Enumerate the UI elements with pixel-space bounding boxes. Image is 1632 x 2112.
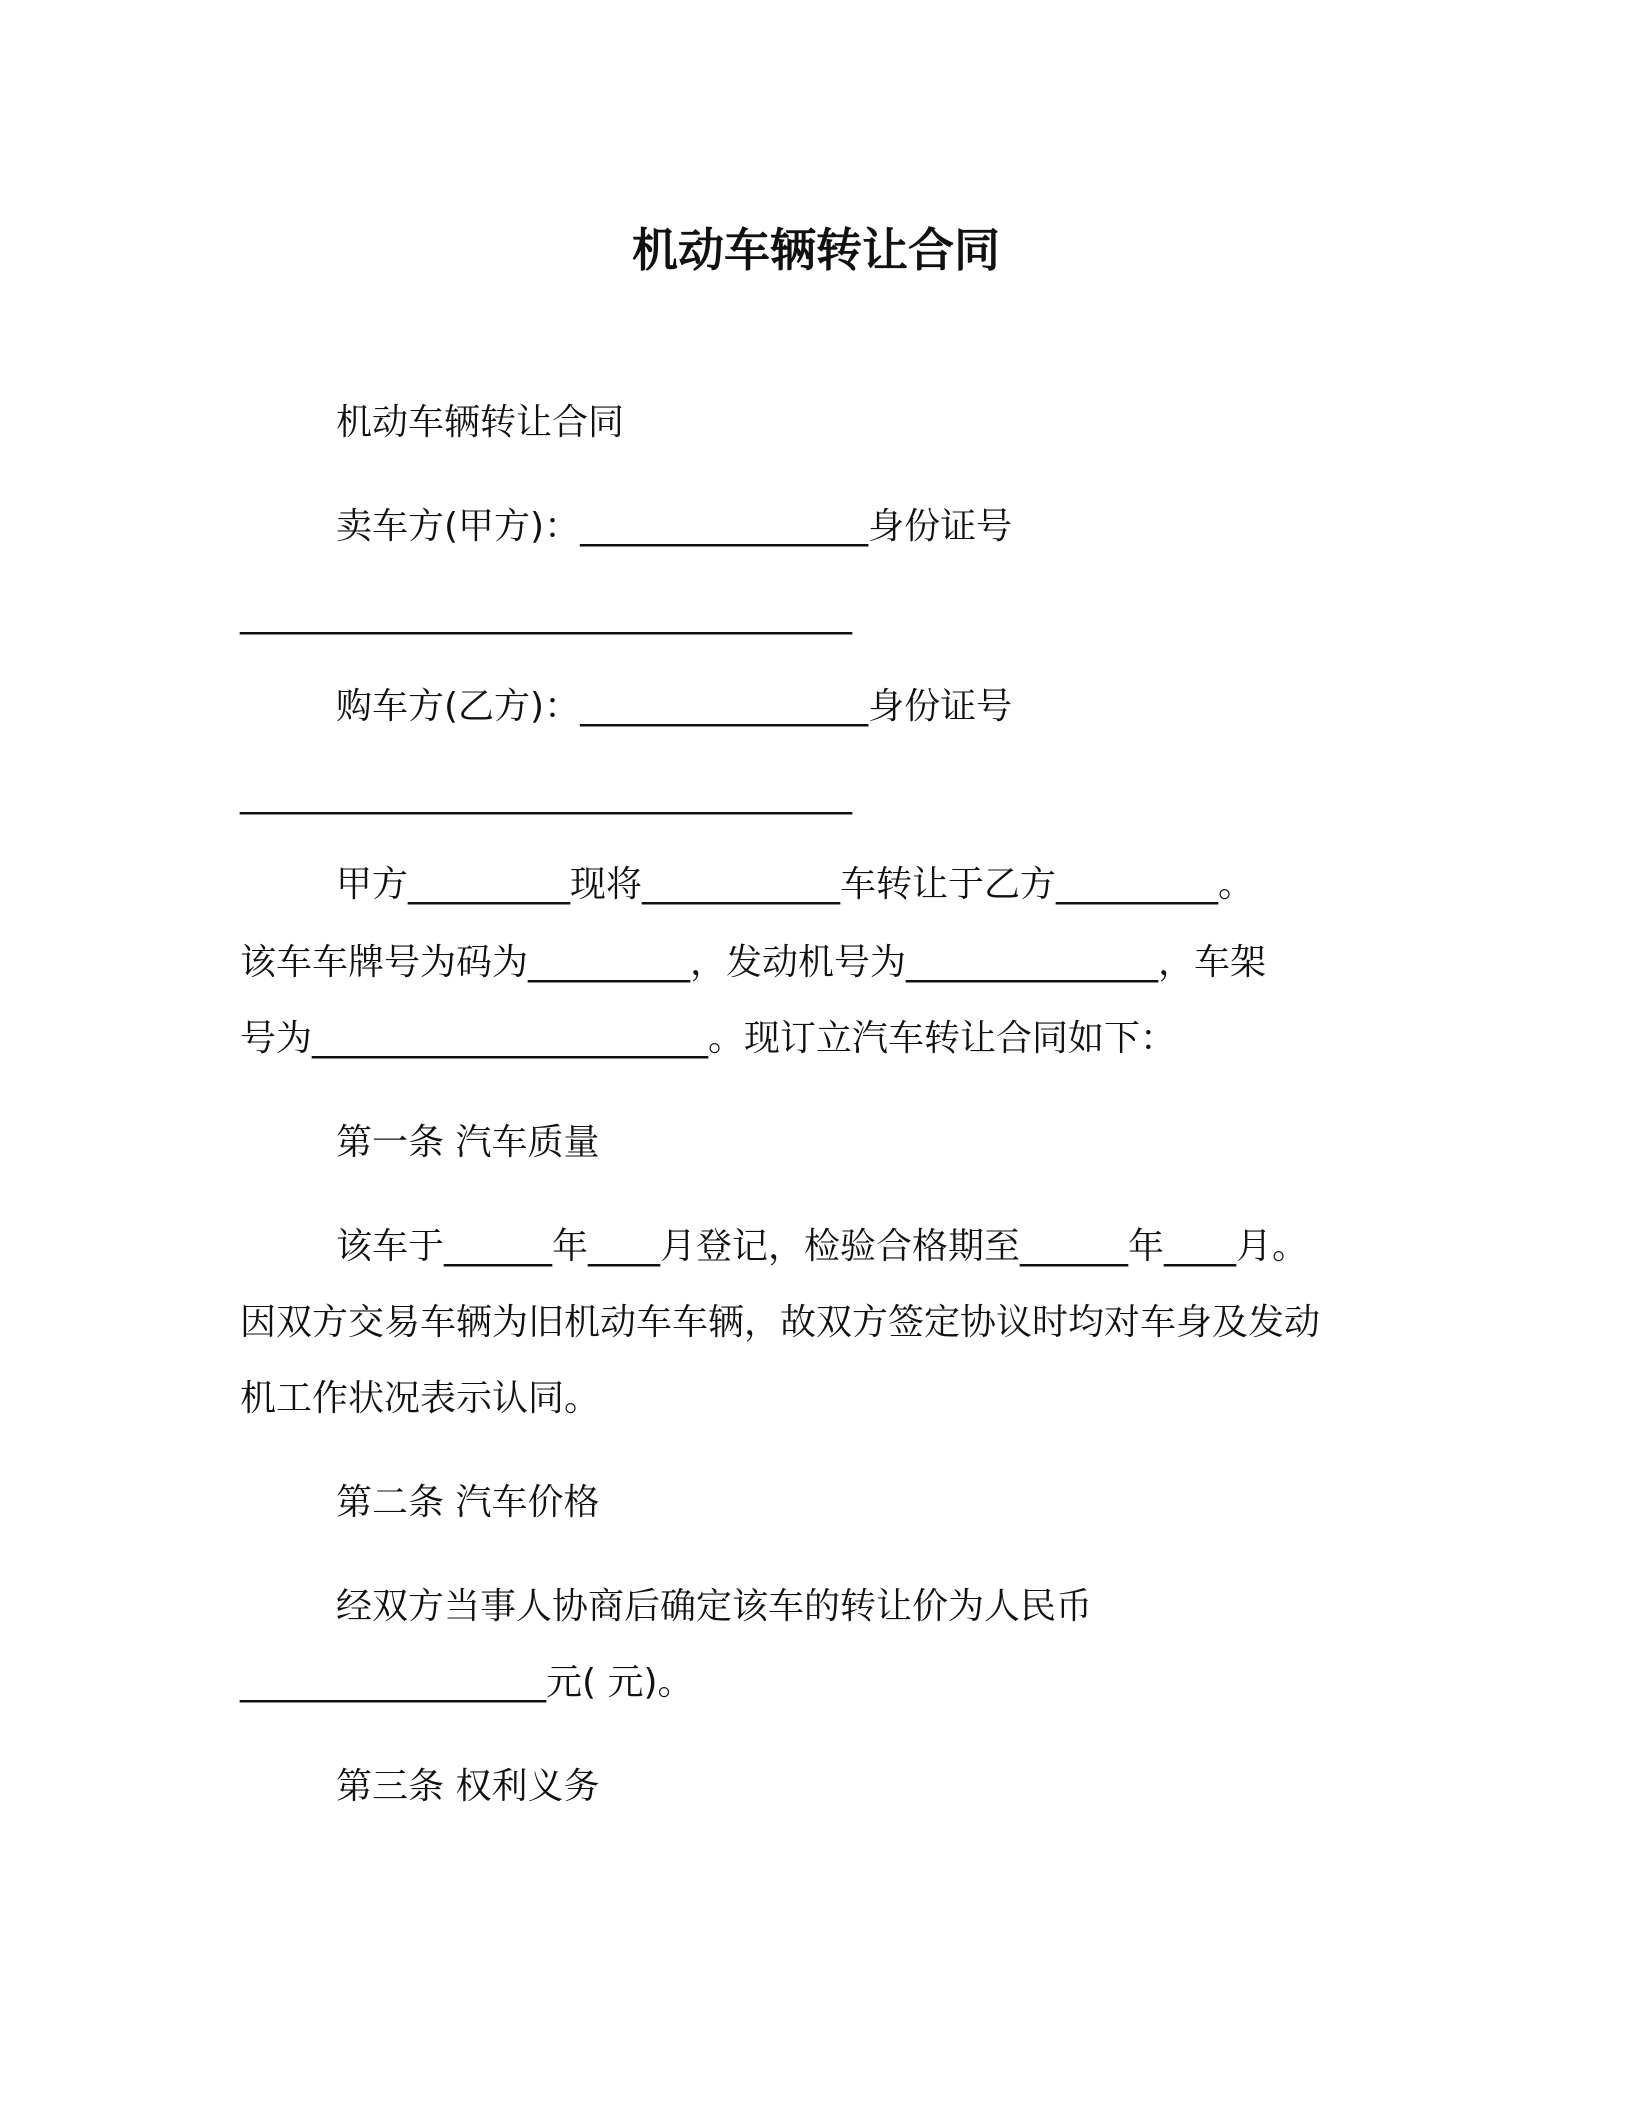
- condition-line-1: 因双方交易车辆为旧机动车车辆，故双方签定协议时均对车身及发动: [240, 1302, 1321, 1343]
- transfer-line: 甲方_________现将___________车转让于乙方_________。: [336, 864, 1255, 905]
- article-three-heading: 第三条 权利义务: [336, 1766, 600, 1807]
- price-line-2: _________________元( 元)。: [240, 1662, 694, 1703]
- registration-line: 该车于______年____月登记，检验合格期至______年____月。: [336, 1226, 1309, 1267]
- price-line-1: 经双方当事人协商后确定该车的转让价为人民币: [336, 1586, 1093, 1627]
- article-two-heading: 第二条 汽车价格: [336, 1482, 600, 1523]
- seller-id-blank-line: __________________________________: [240, 594, 852, 635]
- plate-engine-line: 该车车牌号为码为_________，发动机号为______________，车架: [240, 942, 1267, 983]
- buyer-id-blank-line: __________________________________: [240, 774, 852, 815]
- document-title: 机动车辆转让合同: [632, 223, 1000, 277]
- buyer-line: 购车方(乙方)：________________身份证号: [336, 686, 1013, 727]
- seller-line: 卖车方(甲方)：________________身份证号: [336, 506, 1013, 547]
- article-one-heading: 第一条 汽车质量: [336, 1122, 600, 1163]
- condition-line-2: 机工作状况表示认同。: [240, 1378, 601, 1419]
- subtitle-line: 机动车辆转让合同: [336, 402, 625, 443]
- frame-number-line: 号为______________________。现订立汽车转让合同如下：: [240, 1018, 1177, 1059]
